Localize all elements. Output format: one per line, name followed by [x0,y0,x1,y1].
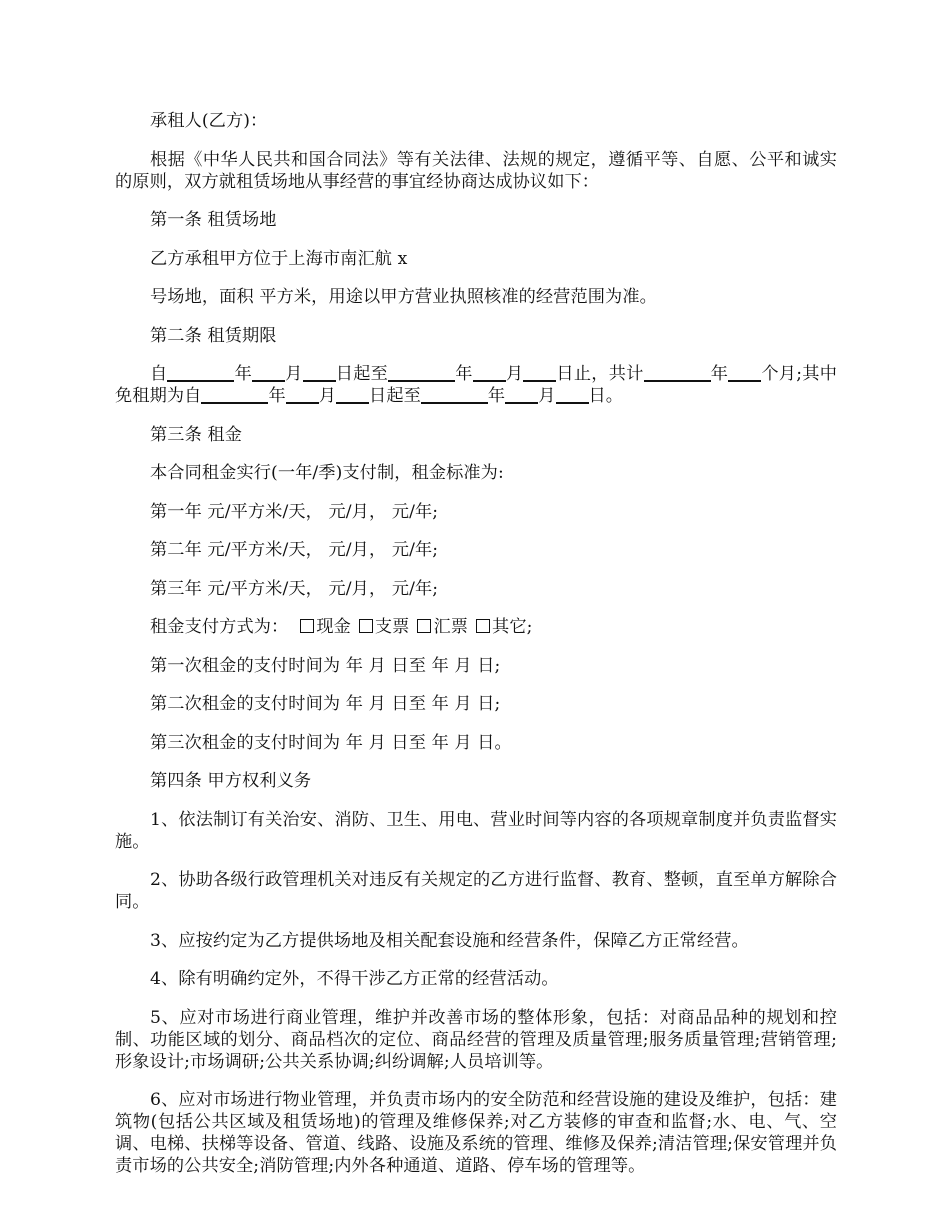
payment-time-3: 第三次租金的支付时间为 年 月 日至 年 月 日。 [150,732,512,753]
option-check-label: 支票 [374,617,410,637]
rent-intro: 本合同租金实行(一年/季)支付制，租金标准为: [150,463,504,483]
option-draft-label: 汇票 [433,617,469,637]
term-text: 日起至 [335,364,389,384]
checkbox-check[interactable] [359,619,373,633]
term-text: 月 [318,386,337,406]
checkbox-cash[interactable] [300,619,314,633]
term-text: 年 [268,386,286,406]
term-text: 个月;其中免租期为自 [115,364,837,406]
blank-field[interactable] [473,363,506,382]
article-4-item: 2、协助各级行政管理机关对违反有关规定的乙方进行监督、教育、整顿，直至单方解除合同。 [115,870,837,912]
rent-year-2: 第二年 元/平方米/天， 元/月， 元/年; [150,540,439,560]
term-text: 年 [487,386,506,406]
contract-body [115,110,837,1194]
checkbox-other[interactable] [476,619,490,633]
payment-time-1: 第一次租金的支付时间为 年 月 日至 年 月 日; [150,655,501,676]
term-text: 日起至 [369,386,421,406]
blank-field[interactable] [421,385,488,404]
article-1-location: 乙方承租甲方位于上海市南汇航 x [150,248,408,269]
blank-field[interactable] [728,363,761,382]
term-text: 年 [710,364,729,384]
term-text: 月 [505,364,524,384]
checkbox-draft[interactable] [417,619,431,633]
article-4-item: 6、应对市场进行物业管理，并负责市场内的安全防范和经营设施的建设及维护，包括：建筑物(包括公共区域及租赁场地)的管理及维修保养;对乙方装修的审查和监督;水、电、气、空调、电梯、扶梯等设备、管道、线路、设施及系统的管理、维修及保养;清洁管理;保安管理并负责市场的公共安全;消防管理;内外各种通道、道路、停车场的管理等。 [115,1090,837,1176]
term-text: 年 [455,364,473,384]
article-1-area: 号场地，面积 平方米，用途以甲方营业执照核准的经营范围为准。 [150,287,657,307]
blank-field[interactable] [252,363,285,382]
intro-paragraph: 根据《中华人民共和国合同法》等有关法律、法规的规定，遵循平等、自愿、公平和诚实的原则，双方就租赁场地从事经营的事宜经协商达成协议如下： [115,149,837,192]
blank-field[interactable] [388,363,455,382]
blank-field[interactable] [505,385,538,404]
article-1-title: 第一条 租赁场地 [150,210,277,230]
rent-year-1: 第一年 元/平方米/天， 元/月， 元/年; [150,501,439,522]
term-text: 月 [538,386,556,406]
term-text: 年 [234,364,253,384]
option-other-label: 其它 [492,617,527,637]
blank-field[interactable] [336,385,369,404]
term-text: 自 [150,364,168,384]
term-text: 月 [285,364,303,384]
article-4-title: 第四条 甲方权利义务 [150,771,312,791]
blank-field[interactable] [644,363,711,382]
blank-field[interactable] [556,385,589,404]
article-3-title: 第三条 租金 [150,424,243,445]
lessee-line: 承租人(乙方)： [150,111,268,131]
payment-method [115,616,837,638]
article-4-item: 4、除有明确约定外，不得干涉乙方正常的经营活动。 [150,969,559,989]
blank-field[interactable] [286,385,319,404]
blank-field[interactable] [201,385,268,404]
blank-field[interactable] [523,363,556,382]
blank-field[interactable] [303,363,336,382]
article-4-item: 5、应对市场进行商业管理，维护并改善市场的整体形象，包括：对商品品种的规划和控制、功能区域的划分、商品档次的定位、商品经营的管理及质量管理;服务质量管理;营销管理;形象设计;市场调研;公共关系协调;纠纷调解;人员培训等。 [115,1007,837,1072]
term-text: 日止，共计 [556,364,644,384]
option-cash-label: 现金 [316,617,351,637]
article-4-item: 1、依法制订有关治安、消防、卫生、用电、营业时间等内容的各项规章制度并负责监督实施。 [115,809,837,852]
article-2-title: 第二条 租赁期限 [150,325,277,346]
term-text: 日。 [588,386,624,406]
blank-field[interactable] [167,363,234,382]
article-4-item: 3、应按约定为乙方提供场地及相关配套设施和经营条件，保障乙方正常经营。 [150,930,749,951]
payment-method-suffix: ; [526,617,533,637]
rent-year-3: 第三年 元/平方米/天， 元/月， 元/年; [150,578,439,599]
payment-time-2: 第二次租金的支付时间为 年 月 日至 年 月 日; [150,694,501,714]
article-2-term [115,363,837,407]
payment-method-label: 租金支付方式为： [150,617,289,637]
